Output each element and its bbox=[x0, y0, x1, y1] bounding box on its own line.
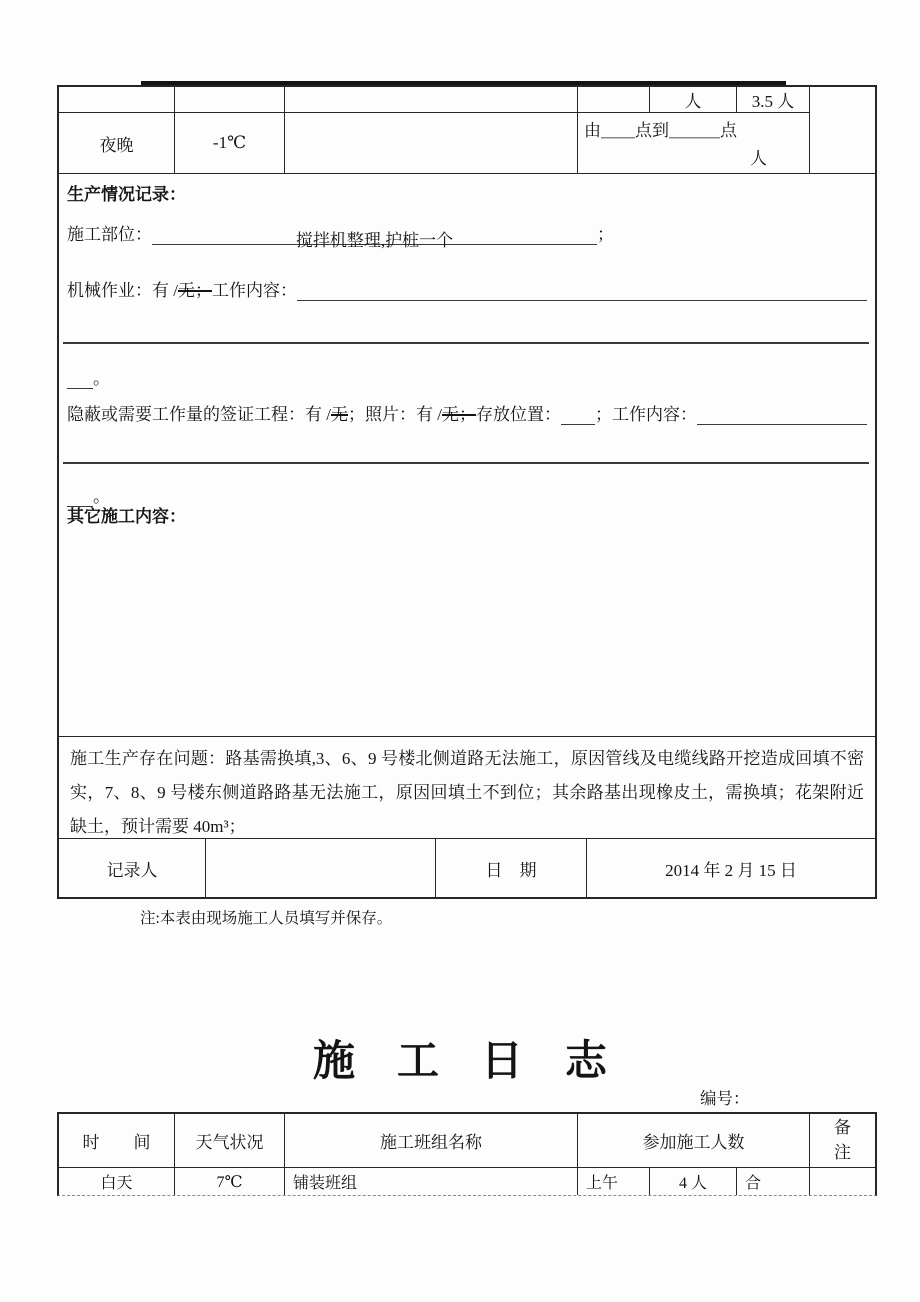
weather-rows bbox=[59, 87, 875, 173]
problems-text: 施工生产存在问题：路基需换填,3、6、9 号楼北侧道路无法施工，原因管线及电缆线路开挖造成回填不密实，7、8、9 号楼东侧道路路基无法施工，原因回填土不到位；其余路基出现橡皮土，需换填；花架附近缺土，预计需要 40m³； bbox=[70, 749, 864, 836]
hidden-label: 隐蔽或需要工作量的签证工程：有 / bbox=[67, 405, 331, 424]
page-title: 施 工 日 志 bbox=[312, 1039, 607, 1085]
storage-blank bbox=[561, 406, 595, 425]
footer-note: 注:本表由现场施工人员填写并保存。 bbox=[140, 910, 393, 927]
total-count-cell: 3.5 人 bbox=[751, 92, 795, 111]
count-unit-cell: 人 bbox=[650, 87, 737, 112]
day-count-cell: 4 人 bbox=[650, 1168, 737, 1195]
day-period-cell: 上午 bbox=[578, 1168, 650, 1195]
hidden-none-struck-1: 无 bbox=[330, 405, 348, 424]
day-temperature-cell: 7℃ bbox=[175, 1168, 285, 1195]
recorder-label-cell: 记录人 bbox=[59, 839, 206, 897]
hidden-work-label: 工作内容： bbox=[611, 405, 697, 424]
hidden-work-line bbox=[67, 400, 867, 425]
machine-label: 机械作业：有 / bbox=[67, 281, 178, 300]
machine-work-line bbox=[67, 276, 867, 301]
recorder-value-cell bbox=[206, 839, 436, 897]
recorder-row bbox=[59, 839, 875, 897]
hidden-none-struck-2: 无； bbox=[441, 405, 476, 424]
duration-text: 由＿＿点到＿＿＿点 bbox=[584, 121, 737, 140]
day-total-cell: 合 bbox=[737, 1168, 810, 1195]
header-remark-text: 备注 bbox=[833, 1117, 851, 1162]
construction-part-line bbox=[67, 220, 867, 251]
production-heading: 生产情况记录： bbox=[67, 185, 186, 204]
machine-work-blank bbox=[297, 282, 867, 301]
machine-none-struck: 无； bbox=[177, 281, 212, 300]
day-team-cell: 铺装班组 bbox=[285, 1168, 578, 1195]
part-value-underlined: 搅拌机整理,护桩一个 bbox=[152, 226, 597, 245]
day-remark-cell bbox=[810, 1168, 875, 1195]
night-duration-cell bbox=[578, 113, 809, 173]
person-unit-text: 人 bbox=[750, 149, 767, 168]
log-table-day-row bbox=[59, 1168, 875, 1195]
hidden-work-blank bbox=[697, 406, 867, 425]
header-weather: 天气状况 bbox=[175, 1114, 285, 1167]
construction-log-table bbox=[57, 85, 877, 899]
day-time-cell: 白天 bbox=[59, 1168, 175, 1195]
stub-period-1: 。 bbox=[93, 369, 110, 388]
part-end-punct: ； bbox=[597, 225, 614, 244]
sentence-end-stub-1 bbox=[67, 364, 110, 389]
log-table-header bbox=[59, 1114, 875, 1168]
date-value-cell: 2014 年 2 月 15 日 bbox=[665, 860, 797, 880]
team-cell-empty bbox=[285, 87, 578, 112]
machine-work-label: 工作内容： bbox=[211, 281, 297, 300]
next-page-log-table bbox=[57, 1112, 877, 1196]
continuation-line-2 bbox=[63, 446, 869, 464]
night-team-cell-empty bbox=[285, 113, 578, 173]
night-temperature-cell: -1℃ bbox=[175, 113, 285, 173]
period-cell-empty bbox=[578, 87, 650, 112]
date-label-cell: 日 期 bbox=[436, 839, 587, 897]
remark-cell-merged bbox=[810, 87, 875, 173]
header-participants: 参加施工人数 bbox=[578, 1114, 810, 1167]
header-team-name: 施工班组名称 bbox=[285, 1114, 578, 1167]
weather-row-night bbox=[59, 113, 809, 173]
continuation-line-1 bbox=[63, 326, 869, 344]
production-record-section bbox=[59, 173, 875, 737]
hidden-mid-label: ；照片：有 / bbox=[347, 405, 442, 424]
weather-row-partial bbox=[59, 87, 809, 113]
part-label: 施工部位： bbox=[67, 225, 152, 244]
stub-blank-1 bbox=[67, 372, 93, 389]
hidden-semicolon: ； bbox=[594, 405, 612, 424]
problems-section bbox=[59, 737, 875, 839]
header-remark bbox=[810, 1114, 875, 1167]
other-content-heading: 其它施工内容： bbox=[67, 507, 186, 526]
time-cell-empty bbox=[59, 87, 175, 112]
time-night-cell: 夜晚 bbox=[59, 113, 175, 173]
header-time: 时 间 bbox=[59, 1114, 175, 1167]
stub-period-2: 。 bbox=[93, 487, 110, 506]
weather-cell-empty bbox=[175, 87, 285, 112]
hidden-storage-label: 存放位置： bbox=[475, 405, 561, 424]
serial-number-label: 编号： bbox=[700, 1089, 750, 1108]
